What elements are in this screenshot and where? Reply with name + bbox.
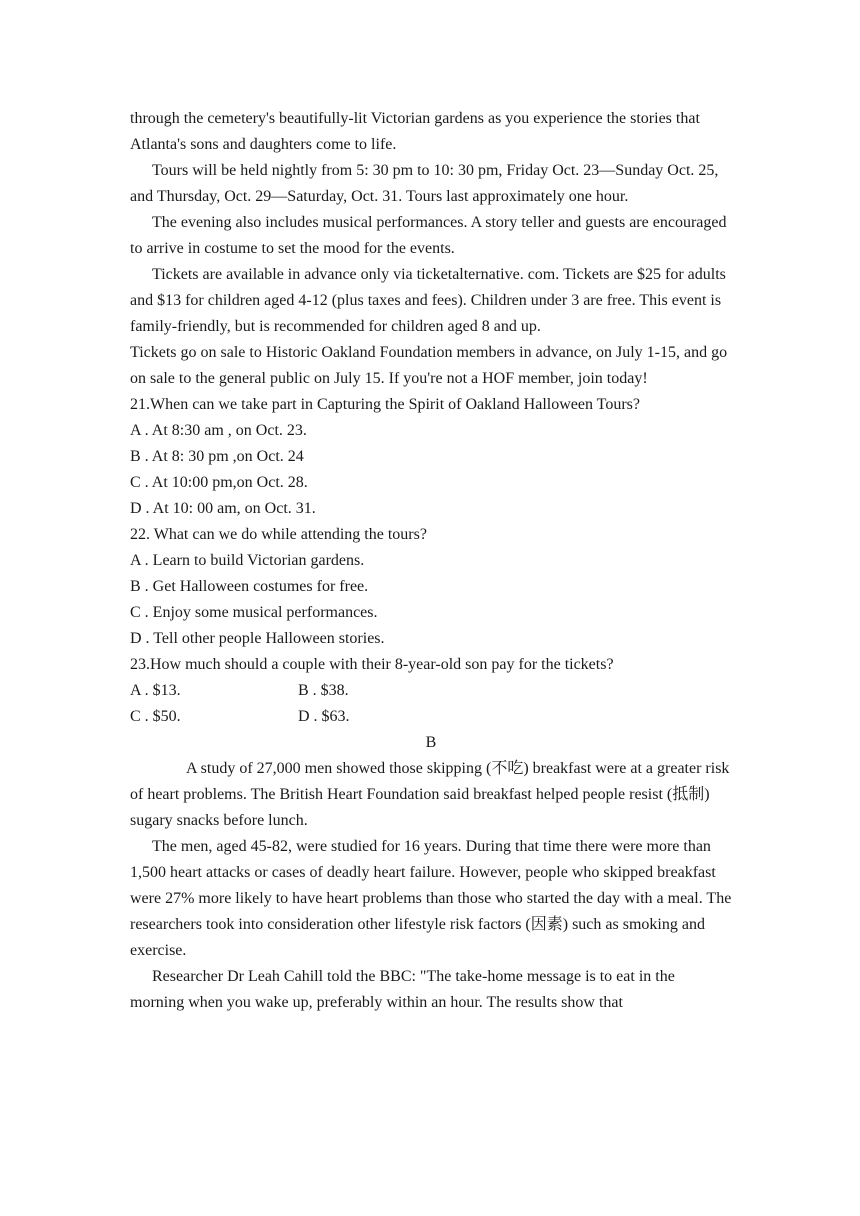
option-c: C . Enjoy some musical performances. [130, 604, 378, 621]
passage-b-paragraph-1: A study of 27,000 men showed those skipping (不吃) breakfast were at a greater risk of heart problems. The British Heart Foundation said breakfast helped people resist (抵制) sugary snacks before lunch. [130, 760, 730, 829]
option-d: D . Tell other people Halloween stories. [130, 630, 385, 647]
passage-b-paragraph-2: The men, aged 45-82, were studied for 16 years. During that time there were more than 1,500 heart attacks or cases of deadly heart failure. However, people who skipped breakfast were 27% more likely to have heart problems than those who started the day with a meal. The researchers took into consideration other lifestyle risk factors (因素) such as smoking and exercise. [130, 838, 732, 959]
question-23 [130, 652, 732, 730]
question-stem: 22. What can we do while attending the tours? [130, 526, 427, 543]
option-a: A . At 8:30 am , on Oct. 23. [130, 422, 307, 439]
document-page [130, 106, 732, 1016]
option-a: A . Learn to build Victorian gardens. [130, 552, 365, 569]
options-row-1 [130, 678, 732, 704]
option-a: A . $13. [130, 682, 181, 699]
question-21 [130, 392, 732, 522]
passage-a-paragraph-3: The evening also includes musical performances. A story teller and guests are encouraged to arrive in costume to set the mood for the events. [130, 214, 727, 257]
option-c: C . At 10:00 pm,on Oct. 28. [130, 474, 308, 491]
question-stem: 23.How much should a couple with their 8-year-old son pay for the tickets? [130, 656, 614, 673]
section-b-heading: B [425, 734, 437, 751]
passage-b-paragraph-3: Researcher Dr Leah Cahill told the BBC: "The take-home message is to eat in the morning when you wake up, preferably within an hour. The results show that [130, 968, 675, 1011]
passage-a-paragraph-4: Tickets are available in advance only via ticketalternative. com. Tickets are $25 for adults and $13 for children aged 4-12 (plus taxes and fees). Children under 3 are free. This event is family-friendly, but is recommended for children aged 8 and up. [130, 266, 726, 335]
option-b: B . $38. [298, 682, 349, 699]
option-d: D . $63. [298, 708, 350, 725]
option-d: D . At 10: 00 am, on Oct. 31. [130, 500, 316, 517]
passage-a-paragraph-2: Tours will be held nightly from 5: 30 pm to 10: 30 pm, Friday Oct. 23—Sunday Oct. 25, and Thursday, Oct. 29—Saturday, Oct. 31. Tours last approximately one hour. [130, 162, 719, 205]
options-row-2 [130, 704, 732, 730]
question-stem: 21.When can we take part in Capturing the Spirit of Oakland Halloween Tours? [130, 396, 640, 413]
option-b: B . At 8: 30 pm ,on Oct. 24 [130, 448, 304, 465]
option-b: B . Get Halloween costumes for free. [130, 578, 369, 595]
passage-a-paragraph-5: Tickets go on sale to Historic Oakland Foundation members in advance, on July 1-15, and go on sale to the general public on July 15. If you're not a HOF member, join today! [130, 344, 728, 387]
question-22 [130, 522, 732, 652]
passage-a-paragraph-1: through the cemetery's beautifully-lit Victorian gardens as you experience the stories that Atlanta's sons and daughters come to life. [130, 110, 700, 153]
option-c: C . $50. [130, 708, 181, 725]
